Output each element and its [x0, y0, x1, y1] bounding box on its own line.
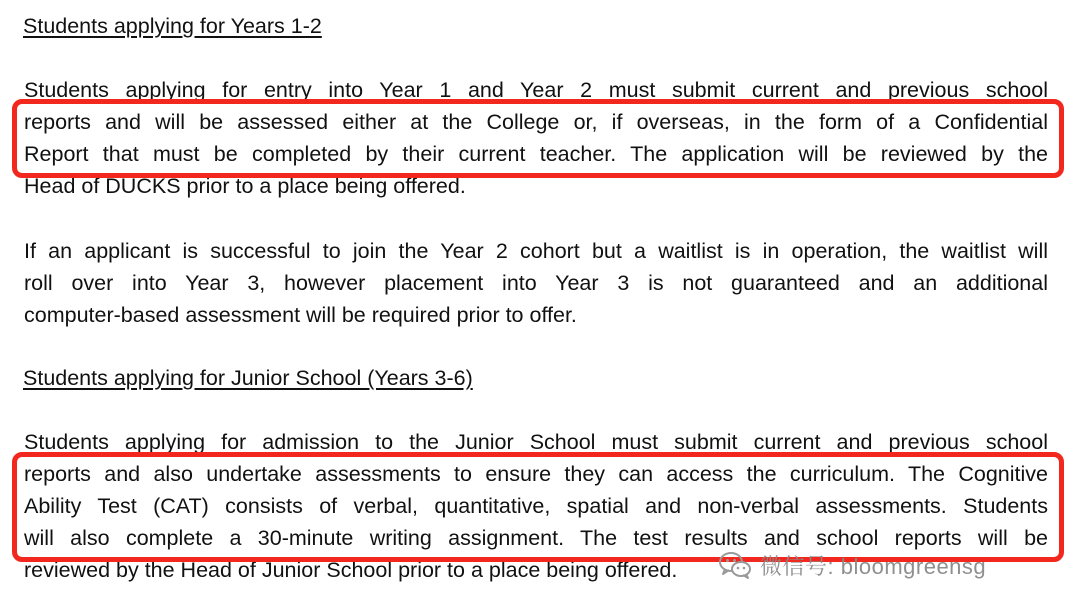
text-line: reviewed by the Head of Junior School prior to a place being offered. [24, 558, 678, 582]
watermark-text: 微信号: bloomgreensg [760, 553, 987, 579]
highlight-box-red [12, 99, 1064, 178]
text-line: will also complete a 30-minute writing assignment. The test results and school reports will be [24, 526, 1048, 550]
section-heading-junior-school: Students applying for Junior School (Years 3-6) [23, 366, 473, 390]
text-line: reports and also undertake assessments to ensure they can access the curriculum. The Cognitive [24, 462, 1048, 486]
text-line: Ability Test (CAT) consists of verbal, quantitative, spatial and non-verbal assessments. Students [24, 494, 1048, 518]
watermark [718, 548, 986, 582]
highlight-box-red [12, 452, 1064, 562]
text-line: Head of DUCKS prior to a place being offered. [24, 174, 466, 198]
text-line: Students applying for entry into Year 1 and Year 2 must submit current and previous school [24, 78, 1048, 102]
text-line: reports and will be assessed either at the College or, if overseas, in the form of a Confidential [24, 110, 1048, 134]
section-heading-years-1-2: Students applying for Years 1-2 [23, 14, 322, 38]
text-line: Report that must be completed by their current teacher. The application will be reviewed by the [24, 142, 1048, 166]
text-line: computer-based assessment will be required prior to offer. [24, 303, 577, 327]
text-line: Students applying for admission to the Junior School must submit current and previous school [24, 430, 1048, 454]
text-line: roll over into Year 3, however placement into Year 3 is not guaranteed and an additional [24, 271, 1048, 295]
text-line: If an applicant is successful to join the Year 2 cohort but a waitlist is in operation, the waitlist will [24, 239, 1048, 263]
wechat-logo-icon [718, 550, 752, 580]
